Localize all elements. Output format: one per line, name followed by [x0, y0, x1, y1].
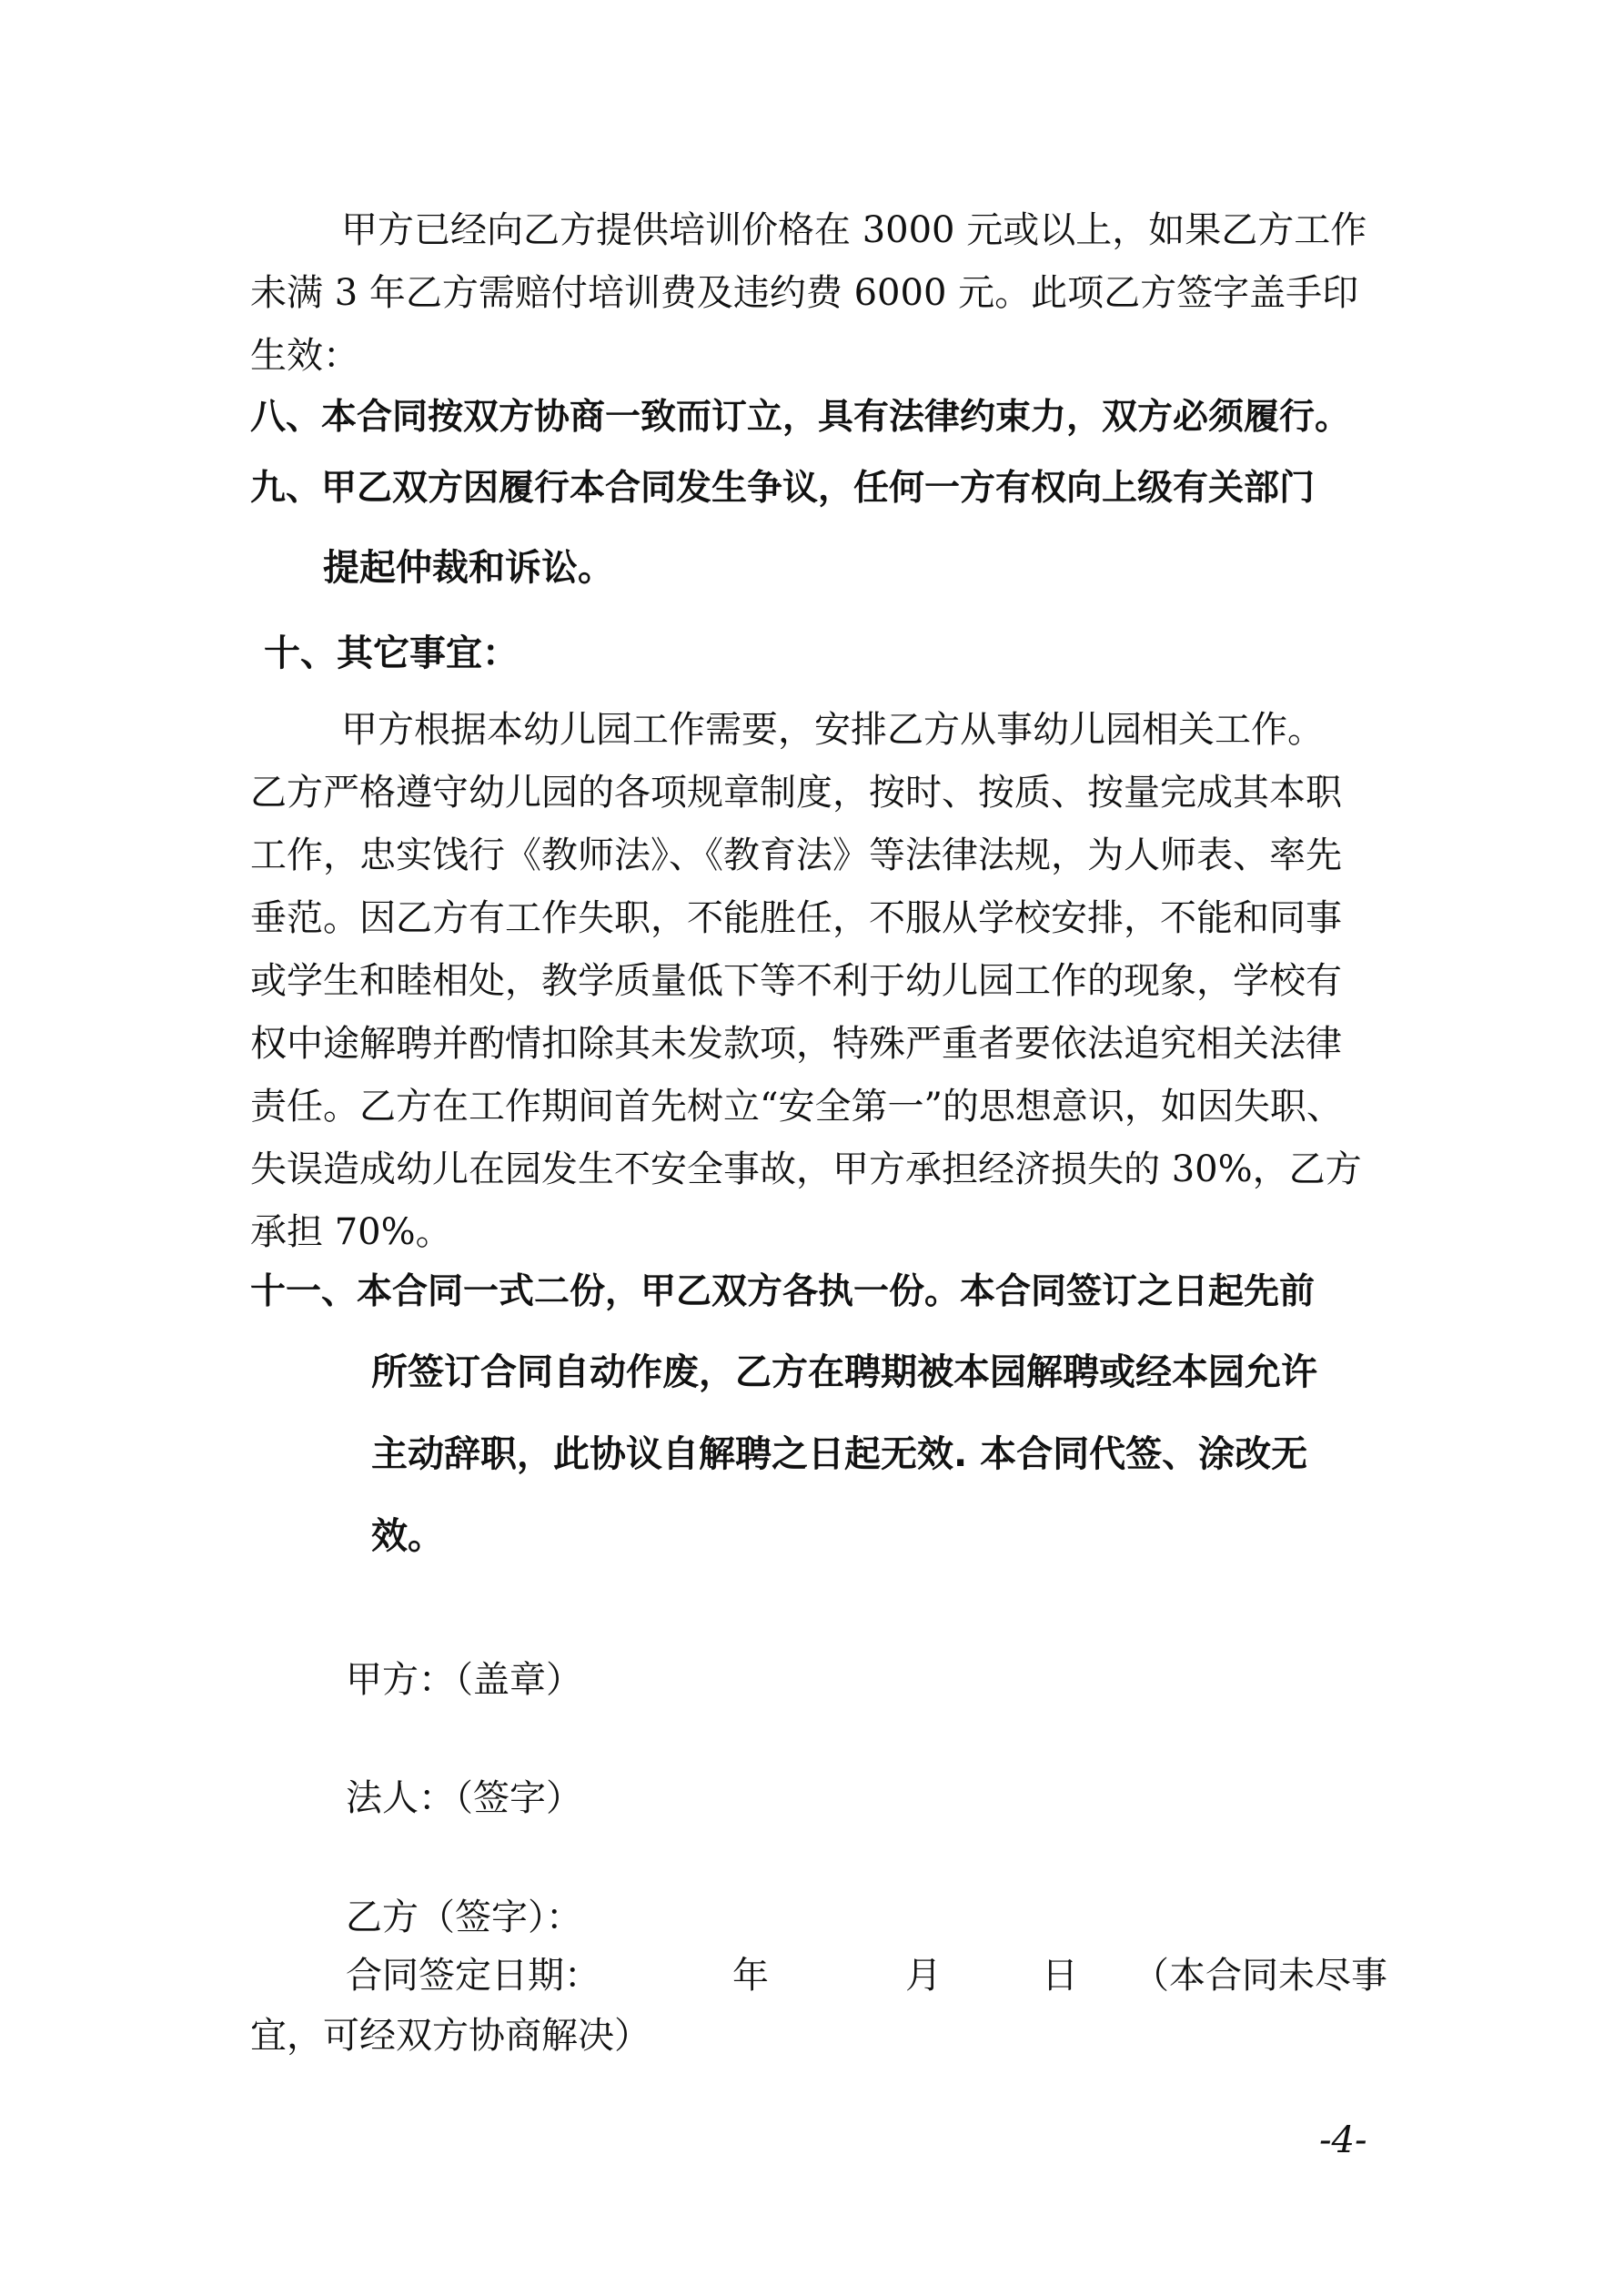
date-note-end: 宜，可经双方协商解决）: [250, 2015, 651, 2057]
clause-11-line-3: 主动辞职，此协议自解聘之日起无效. 本合同代签、涂改无: [371, 1433, 1308, 1475]
clause-10-line-5: 或学生和睦相处，教学质量低下等不利于幼儿园工作的现象，学校有: [250, 960, 1342, 1002]
clause-10-line-4: 垂范。因乙方有工作失职，不能胜任，不服从学校安排，不能和同事: [250, 897, 1342, 939]
clause-10-line-6: 权中途解聘并酌情扣除其未发款项，特殊严重者要依法追究相关法律: [250, 1023, 1342, 1065]
clause-10-line-2: 乙方严格遵守幼儿园的各项规章制度，按时、按质、按量完成其本职: [250, 772, 1342, 814]
date-year: 年: [732, 1955, 769, 1997]
party-b-signature: 乙方（签字）：: [346, 1896, 582, 1938]
date-day: 日: [1042, 1955, 1078, 1997]
date-note-start: （本合同未尽事: [1133, 1955, 1387, 1997]
page-number: -4-: [1319, 2119, 1367, 2161]
party-a-seal: 甲方：（盖章）: [346, 1659, 582, 1701]
intro-line-3: 生效：: [250, 335, 359, 377]
date-label: 合同签定日期：: [346, 1955, 600, 1997]
intro-line-2: 未满 3 年乙方需赔付培训费及违约费 6000 元。此项乙方签字盖手印: [250, 272, 1359, 314]
clause-11-line-2: 所签订合同自动作废，乙方在聘期被本园解聘或经本园允许: [371, 1351, 1317, 1393]
legal-person-signature: 法人：（签字）: [346, 1777, 582, 1819]
clause-10-line-1: 甲方根据本幼儿园工作需要，安排乙方从事幼儿园相关工作。: [341, 709, 1324, 751]
clause-9-line-2: 提起仲裁和诉讼。: [323, 547, 614, 589]
clause-10-line-9: 承担 70%。: [250, 1211, 452, 1253]
clause-10-line-8: 失误造成幼儿在园发生不安全事故，甲方承担经济损失的 30%，乙方: [250, 1148, 1362, 1190]
clause-11-line-4: 效。: [371, 1515, 444, 1557]
date-month: 月: [905, 1955, 942, 1997]
clause-8: 八、本合同按双方协商一致而订立，具有法律约束力，双方必须履行。: [250, 397, 1351, 438]
clause-9-line-1: 九、甲乙双方因履行本合同发生争议，任何一方有权向上级有关部门: [250, 468, 1316, 509]
clause-10-line-3: 工作，忠实饯行《教师法》、《教育法》等法律法规，为人师表、率先: [250, 834, 1342, 876]
clause-11-line-1: 十一、本合同一式二份，甲乙双方各执一份。本合同签订之日起先前: [250, 1271, 1316, 1312]
clause-10-heading: 十、其它事宜：: [264, 632, 519, 674]
intro-line-1: 甲方已经向乙方提供培训价格在 3000 元或以上，如果乙方工作: [341, 209, 1367, 251]
clause-10-line-7: 责任。乙方在工作期间首先树立“安全第一”的思想意识，如因失职、: [250, 1086, 1343, 1128]
